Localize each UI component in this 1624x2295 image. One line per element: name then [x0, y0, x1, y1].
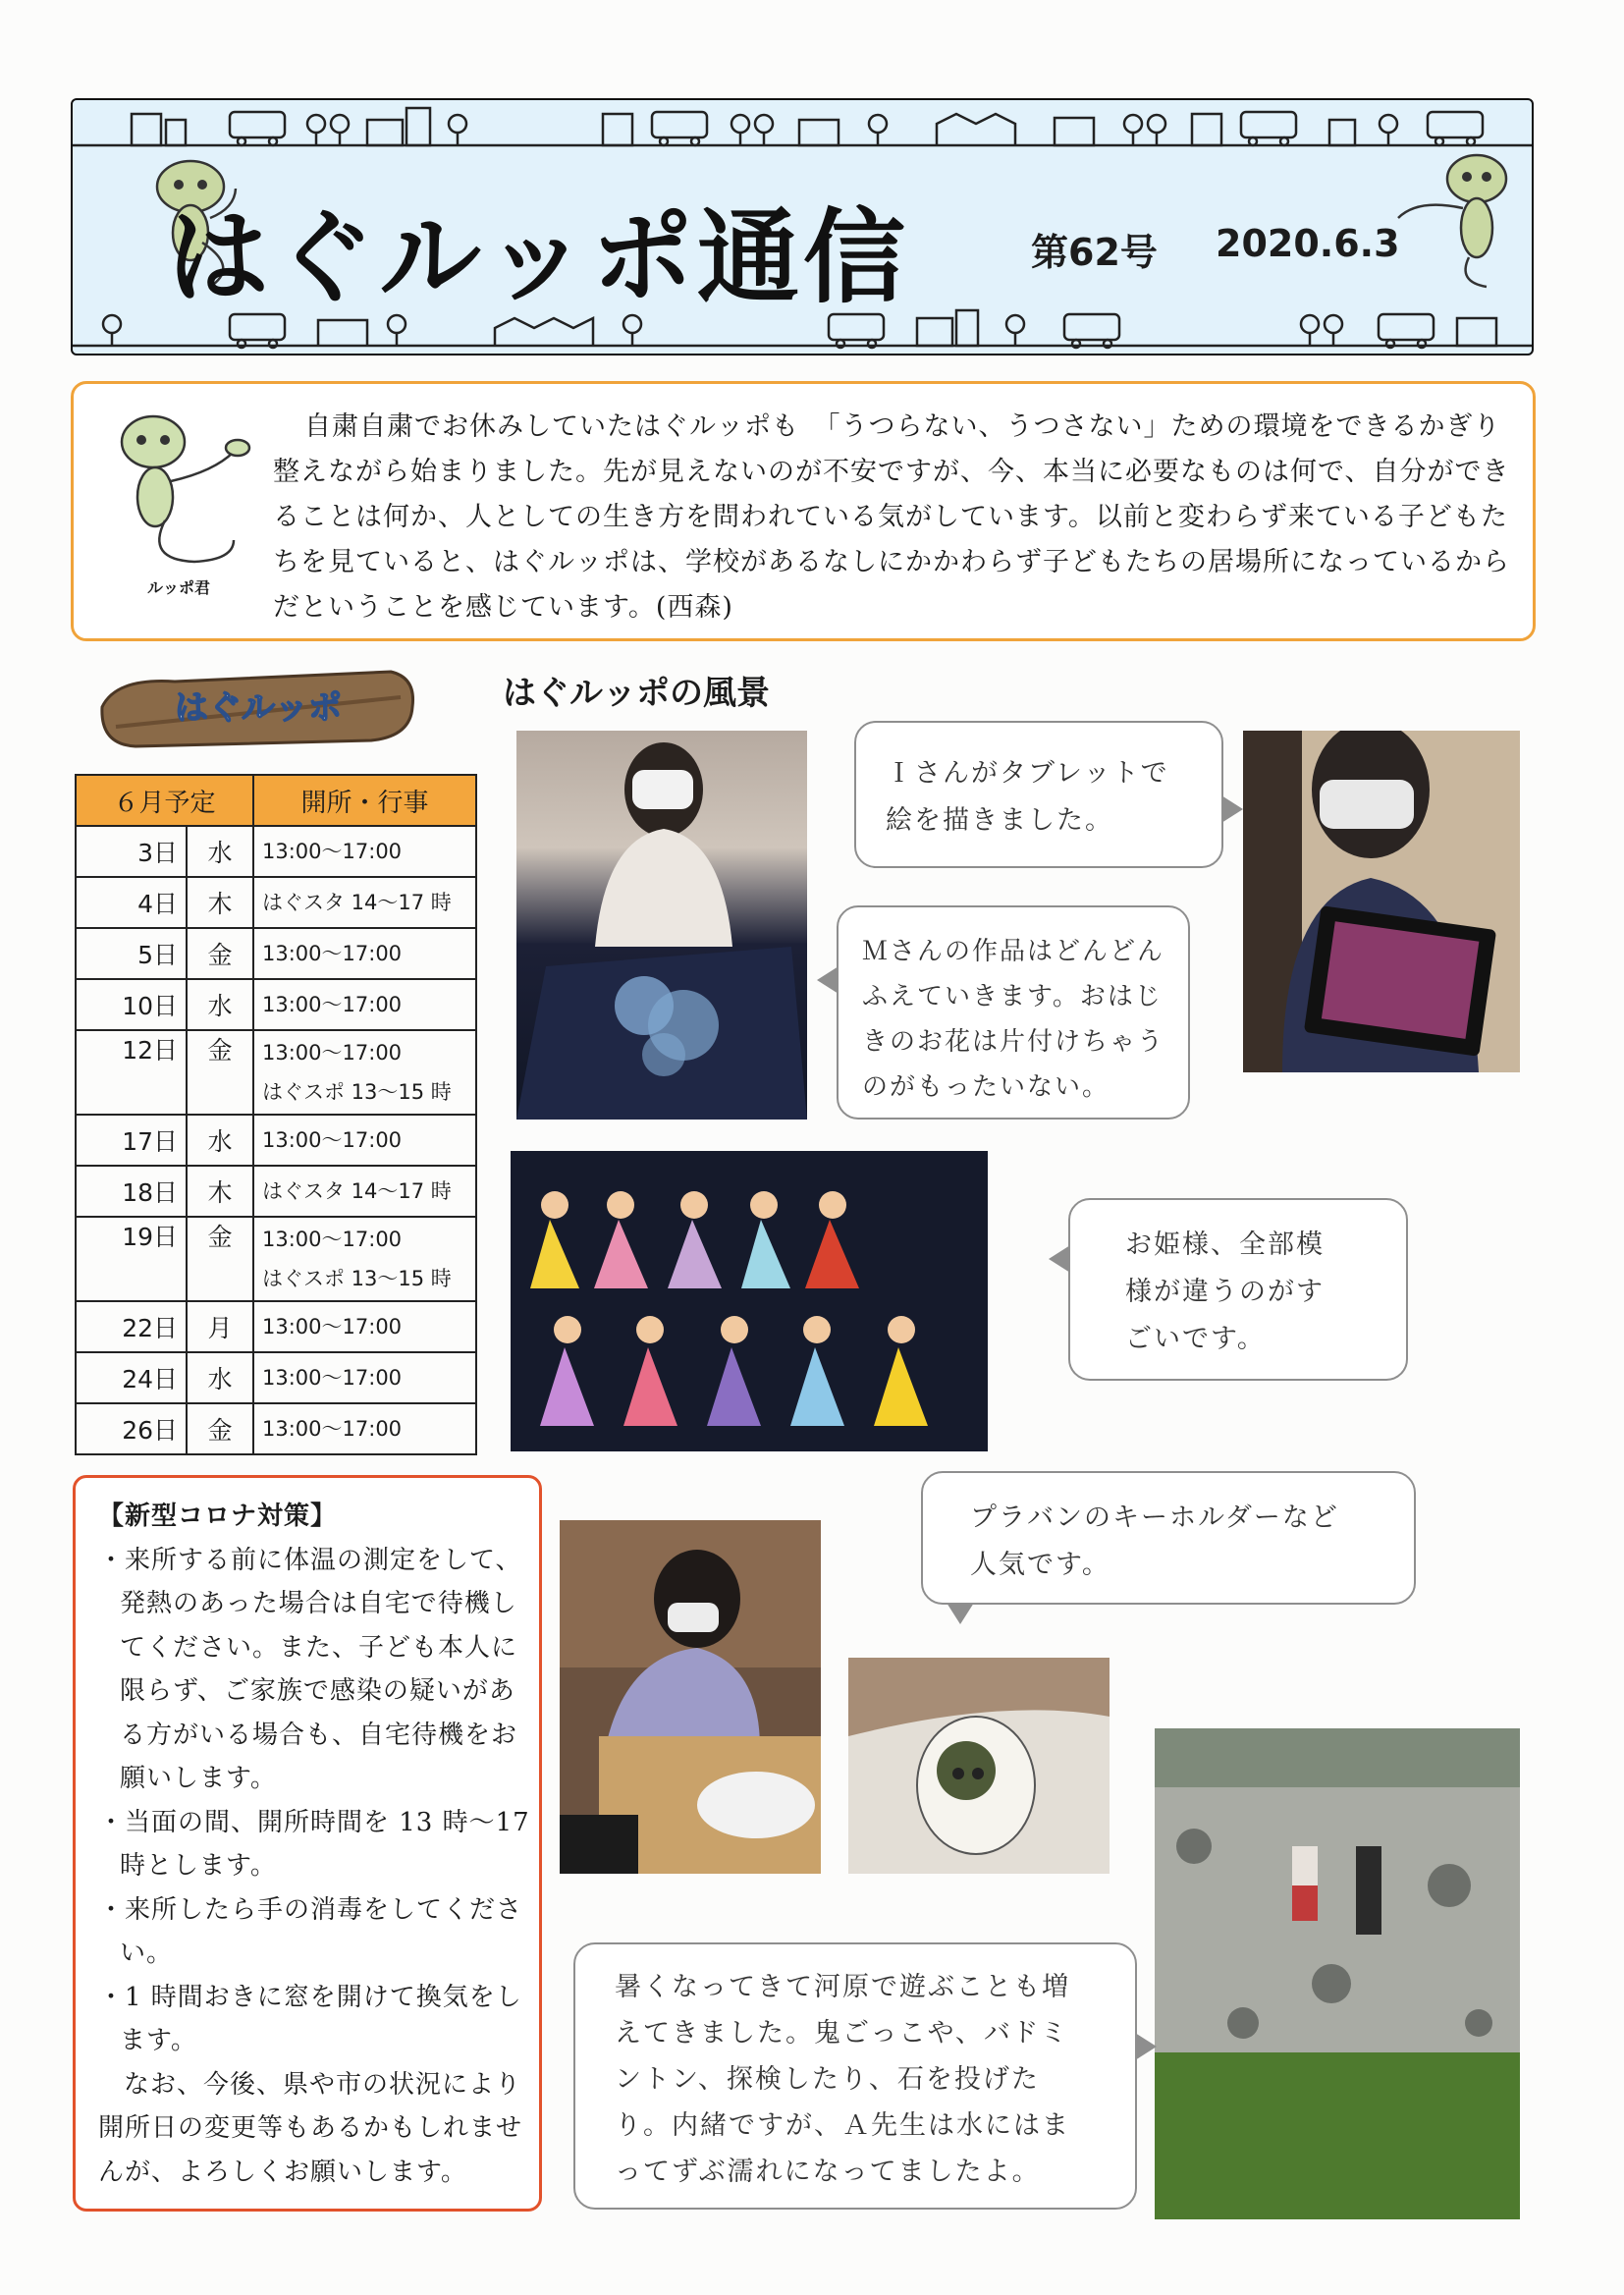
covid-item: ・当面の間、開所時間を 13 時〜17 時とします。 [98, 1807, 530, 1881]
covid-note: なお、今後、県や市の状況により開所日の変更等もあるかもしれませんが、よろしくお願いします。 [98, 2069, 523, 2187]
schedule-events [253, 1166, 476, 1217]
schedule-day: 26日 [76, 1403, 187, 1454]
schedule-event: 13:00〜17:00 [262, 1315, 403, 1339]
schedule-row [76, 1352, 476, 1403]
schedule-header-month: ６月予定 [76, 775, 253, 826]
speech-bubble-flowers-text: Ｍさんの作品はどんどんふえていきます。おはじきのお花は片付けちゃうのがもったいない。 [862, 937, 1165, 1102]
bubble-tail [1221, 795, 1243, 823]
schedule-row [76, 1403, 476, 1454]
bubble-tail [1049, 1245, 1070, 1273]
bubble-tail [817, 966, 839, 994]
schedule-header-row [76, 775, 476, 826]
schedule-weekday: 水 [187, 979, 253, 1030]
schedule-events [253, 1115, 476, 1166]
schedule-weekday: 金 [187, 1030, 253, 1115]
schedule-row [76, 979, 476, 1030]
schedule-event: 13:00〜17:00 [262, 1041, 403, 1065]
section-title: はぐルッポの風景 [503, 674, 770, 713]
schedule-row [76, 826, 476, 877]
mascot-label: ルッポ君 [147, 578, 211, 597]
schedule-row [76, 1166, 476, 1217]
schedule-event: はぐスポ 13〜15 時 [262, 1267, 452, 1290]
schedule-row [76, 1301, 476, 1352]
speech-bubble-tablet [854, 721, 1223, 868]
mascot-right-illustration [1379, 139, 1526, 297]
covid-measures-text [98, 1495, 530, 2194]
schedule-day: 3日 [76, 826, 187, 877]
schedule-body [76, 826, 476, 1454]
hagurupo-logo [96, 668, 420, 748]
speech-bubble-river [573, 1942, 1137, 2210]
schedule-events [253, 979, 476, 1030]
schedule-day: 18日 [76, 1166, 187, 1217]
schedule-event: はぐスタ 14〜17 時 [262, 1179, 452, 1203]
schedule-weekday: 金 [187, 1217, 253, 1301]
covid-item: ・来所する前に体温の測定をして、発熱のあった場合は自宅で待機してください。また、子ども本人に限らず、ご家族で感染の疑いがある方がいる場合も、自宅待機をお願いします。 [98, 1545, 522, 1793]
schedule-row [76, 1030, 476, 1115]
schedule-events [253, 826, 476, 877]
schedule-day: 10日 [76, 979, 187, 1030]
schedule-row [76, 1115, 476, 1166]
schedule-weekday: 木 [187, 877, 253, 928]
logo-text: はぐルッポ [175, 688, 342, 728]
schedule-weekday: 水 [187, 826, 253, 877]
schedule-event: はぐスタ 14〜17 時 [262, 891, 452, 914]
photo-girl-marbles [516, 731, 807, 1120]
bubble-tail [947, 1603, 974, 1624]
schedule-event: 13:00〜17:00 [262, 1228, 403, 1251]
schedule-events [253, 1403, 476, 1454]
schedule-event: 13:00〜17:00 [262, 942, 403, 965]
photo-girl-tablet [1243, 731, 1520, 1072]
schedule-events [253, 1352, 476, 1403]
schedule-event: 13:00〜17:00 [262, 1128, 403, 1152]
schedule-day: 24日 [76, 1352, 187, 1403]
photo-princess-beadwork [511, 1151, 988, 1451]
covid-item: ・1 時間おきに窓を開けて換気をします。 [98, 1982, 522, 2055]
speech-bubble-keyholder-text: プラバンのキーホルダーなど人気です。 [970, 1503, 1339, 1580]
covid-heading: 【新型コロナ対策】 [98, 1502, 338, 1531]
schedule-weekday: 木 [187, 1166, 253, 1217]
schedule-day: 5日 [76, 928, 187, 979]
issue-date: 2020.6.3 [1216, 222, 1400, 265]
schedule-weekday: 水 [187, 1352, 253, 1403]
schedule-day: 22日 [76, 1301, 187, 1352]
speech-bubble-princess-text: お姫様、全部模様が違うのがすごいです。 [1125, 1229, 1325, 1354]
intro-text: 自粛自粛でお休みしていたはぐルッポも 「うつらない、うつさない」ための環境をできるかぎり整えながら始まりました。先が見えないのが不安ですが、今、本当に必要なものは何で、自分ができることは何か、人としての生き方を問われている気がしています。以前と変わらず来ている子どもたちを見ていると、はぐルッポは、学校があるなしにかかわらず子どもたちの居場所になっているからだということを感じています。(西森) [273, 411, 1510, 623]
speech-bubble-river-text: 暑くなってきて河原で遊ぶことも増えてきました。鬼ごっこや、バドミントン、探検したり、石を投げたり。内緒ですが、Ａ先生は水にはまってずぶ濡れになってましたよ。 [615, 1972, 1070, 2187]
schedule-weekday: 金 [187, 928, 253, 979]
schedule-weekday: 月 [187, 1301, 253, 1352]
schedule-events [253, 877, 476, 928]
schedule-events [253, 928, 476, 979]
schedule-event: 13:00〜17:00 [262, 1366, 403, 1390]
speech-bubble-princess [1068, 1198, 1408, 1381]
issue-number: 第62号 [1031, 231, 1158, 274]
june-schedule-table [75, 774, 477, 1455]
schedule-events [253, 1030, 476, 1115]
schedule-events [253, 1301, 476, 1352]
schedule-day: 4日 [76, 877, 187, 928]
mascot-illustration [106, 403, 253, 575]
photo-keyholder [848, 1658, 1110, 1874]
schedule-event: 13:00〜17:00 [262, 1417, 403, 1441]
schedule-header-events: 開所・行事 [253, 775, 476, 826]
speech-bubble-tablet-text: Ｉさんがタブレットで絵を描きました。 [886, 758, 1169, 836]
schedule-day: 19日 [76, 1217, 187, 1301]
speech-bubble-flowers [837, 905, 1190, 1120]
schedule-row [76, 877, 476, 928]
town-border-top [73, 100, 1534, 153]
schedule-row [76, 1217, 476, 1301]
schedule-weekday: 金 [187, 1403, 253, 1454]
schedule-day: 17日 [76, 1115, 187, 1166]
schedule-event: 13:00〜17:00 [262, 840, 403, 863]
photo-river [1155, 1728, 1520, 2219]
schedule-events [253, 1217, 476, 1301]
schedule-day: 12日 [76, 1030, 187, 1115]
newsletter-title: はぐルッポ通信 [167, 197, 910, 317]
speech-bubble-keyholder [921, 1471, 1416, 1605]
schedule-weekday: 水 [187, 1115, 253, 1166]
schedule-event: はぐスポ 13〜15 時 [262, 1080, 452, 1104]
schedule-row [76, 928, 476, 979]
covid-item: ・来所したら手の消毒をしてください。 [98, 1894, 523, 1968]
bubble-tail [1135, 2033, 1157, 2060]
schedule-event: 13:00〜17:00 [262, 993, 403, 1016]
photo-girl-crafting [560, 1520, 821, 1874]
